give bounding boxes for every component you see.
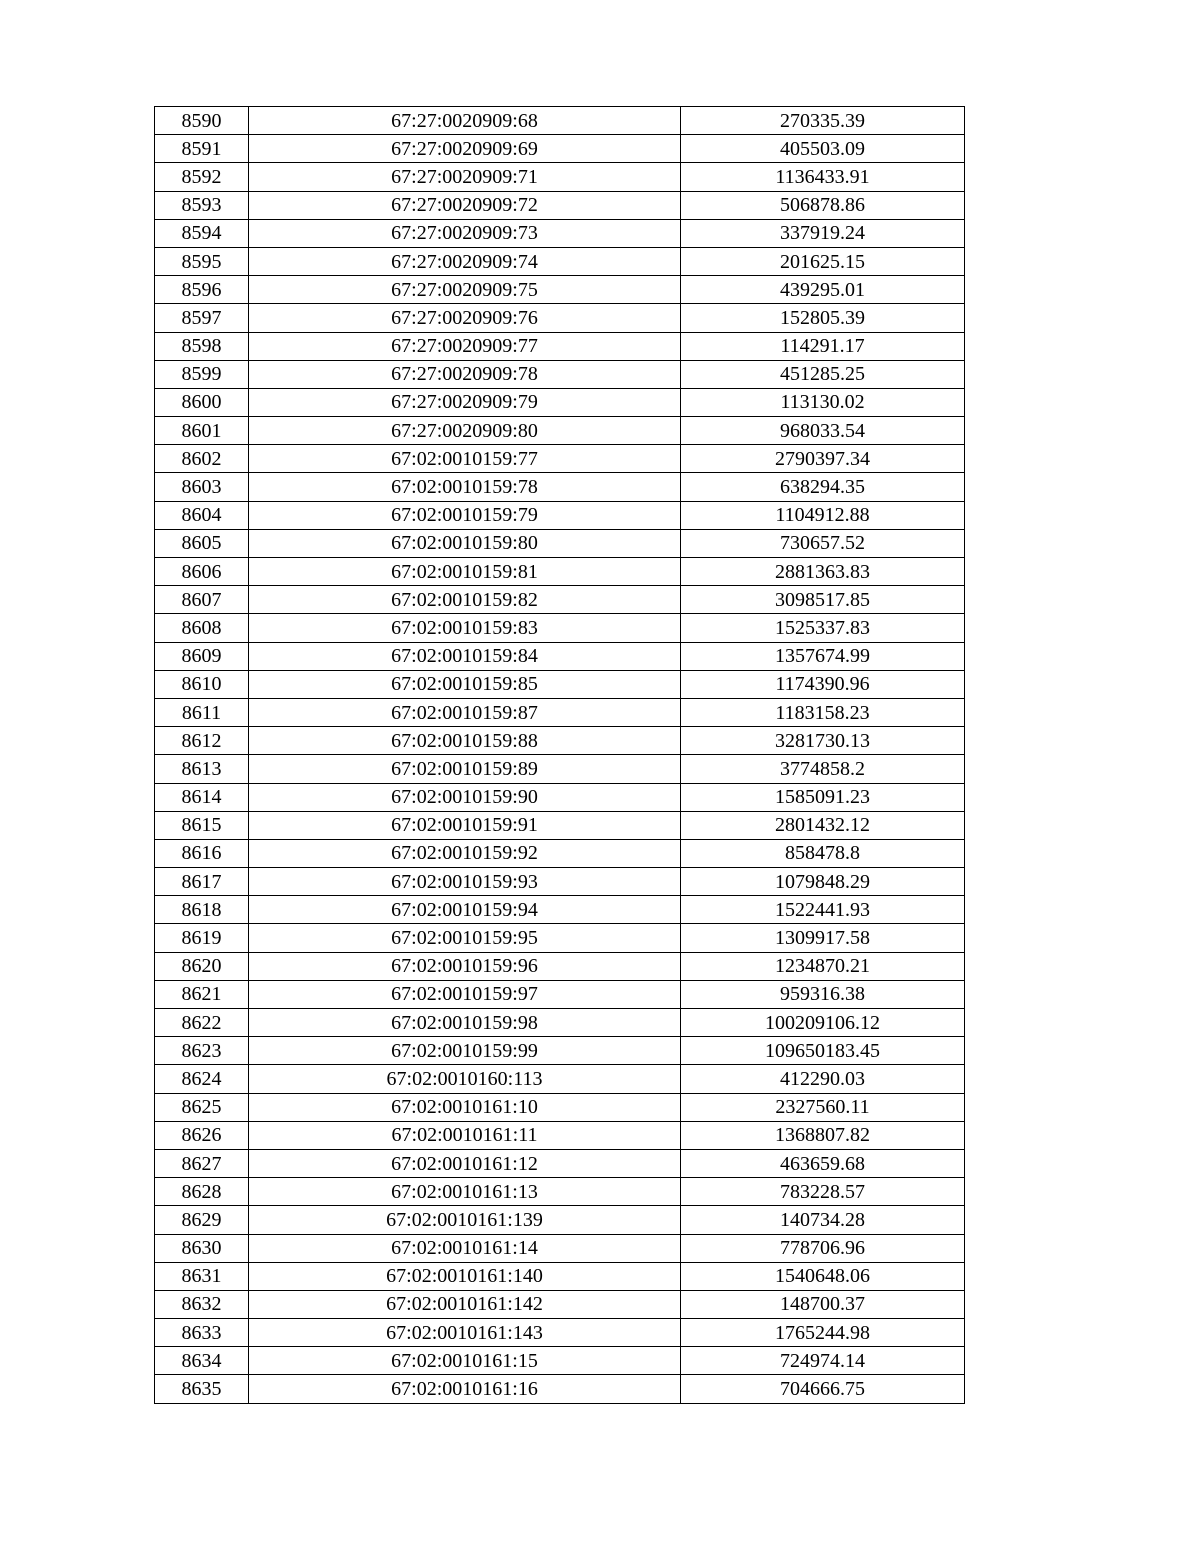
table-row — [155, 219, 965, 247]
value-cell: 152805.39 — [681, 304, 965, 332]
row-number-cell: 8620 — [155, 952, 249, 980]
table-row — [155, 698, 965, 726]
row-number-cell: 8604 — [155, 501, 249, 529]
row-number-cell: 8624 — [155, 1065, 249, 1093]
value-cell: 3281730.13 — [681, 727, 965, 755]
row-number-cell: 8630 — [155, 1234, 249, 1262]
table-row — [155, 642, 965, 670]
row-number-cell: 8599 — [155, 360, 249, 388]
table-row — [155, 811, 965, 839]
value-cell: 2881363.83 — [681, 558, 965, 586]
cadastral-number-cell: 67:27:0020909:78 — [249, 360, 681, 388]
table-row — [155, 417, 965, 445]
row-number-cell: 8609 — [155, 642, 249, 670]
table-row — [155, 445, 965, 473]
value-cell: 114291.17 — [681, 332, 965, 360]
table-row — [155, 1037, 965, 1065]
value-cell: 113130.02 — [681, 388, 965, 416]
table-row — [155, 388, 965, 416]
row-number-cell: 8610 — [155, 670, 249, 698]
row-number-cell: 8597 — [155, 304, 249, 332]
row-number-cell: 8593 — [155, 191, 249, 219]
value-cell: 704666.75 — [681, 1375, 965, 1403]
value-cell: 148700.37 — [681, 1290, 965, 1318]
row-number-cell: 8627 — [155, 1149, 249, 1177]
table-row — [155, 614, 965, 642]
row-number-cell: 8619 — [155, 924, 249, 952]
cadastral-number-cell: 67:02:0010159:93 — [249, 868, 681, 896]
table-row — [155, 1347, 965, 1375]
cadastral-number-cell: 67:02:0010161:11 — [249, 1121, 681, 1149]
value-cell: 1104912.88 — [681, 501, 965, 529]
row-number-cell: 8592 — [155, 163, 249, 191]
table-row — [155, 1009, 965, 1037]
value-cell: 1136433.91 — [681, 163, 965, 191]
value-cell: 2327560.11 — [681, 1093, 965, 1121]
cadastral-number-cell: 67:02:0010159:83 — [249, 614, 681, 642]
table-row — [155, 670, 965, 698]
table-row — [155, 896, 965, 924]
cadastral-number-cell: 67:02:0010159:87 — [249, 698, 681, 726]
value-cell: 140734.28 — [681, 1206, 965, 1234]
table-row — [155, 1290, 965, 1318]
value-cell: 858478.8 — [681, 839, 965, 867]
cadastral-number-cell: 67:02:0010159:88 — [249, 727, 681, 755]
row-number-cell: 8600 — [155, 388, 249, 416]
value-cell: 968033.54 — [681, 417, 965, 445]
row-number-cell: 8608 — [155, 614, 249, 642]
value-cell: 451285.25 — [681, 360, 965, 388]
table-row — [155, 247, 965, 275]
value-cell: 1525337.83 — [681, 614, 965, 642]
value-cell: 3098517.85 — [681, 586, 965, 614]
row-number-cell: 8617 — [155, 868, 249, 896]
table-row — [155, 1093, 965, 1121]
value-cell: 337919.24 — [681, 219, 965, 247]
value-cell: 1368807.82 — [681, 1121, 965, 1149]
cadastral-number-cell: 67:27:0020909:79 — [249, 388, 681, 416]
cadastral-number-cell: 67:27:0020909:73 — [249, 219, 681, 247]
cadastral-number-cell: 67:27:0020909:76 — [249, 304, 681, 332]
table-row — [155, 501, 965, 529]
cadastral-number-cell: 67:02:0010159:77 — [249, 445, 681, 473]
value-cell: 638294.35 — [681, 473, 965, 501]
table-row — [155, 924, 965, 952]
row-number-cell: 8625 — [155, 1093, 249, 1121]
cadastral-number-cell: 67:27:0020909:77 — [249, 332, 681, 360]
row-number-cell: 8594 — [155, 219, 249, 247]
value-cell: 1765244.98 — [681, 1319, 965, 1347]
value-cell: 1585091.23 — [681, 783, 965, 811]
table-row — [155, 952, 965, 980]
value-cell: 1309917.58 — [681, 924, 965, 952]
cadastral-number-cell: 67:27:0020909:68 — [249, 107, 681, 135]
cadastral-number-cell: 67:02:0010159:98 — [249, 1009, 681, 1037]
table-row — [155, 1178, 965, 1206]
value-cell: 959316.38 — [681, 980, 965, 1008]
row-number-cell: 8605 — [155, 529, 249, 557]
table-row — [155, 586, 965, 614]
row-number-cell: 8595 — [155, 247, 249, 275]
cadastral-number-cell: 67:02:0010159:84 — [249, 642, 681, 670]
row-number-cell: 8612 — [155, 727, 249, 755]
cadastral-number-cell: 67:02:0010161:14 — [249, 1234, 681, 1262]
row-number-cell: 8628 — [155, 1178, 249, 1206]
row-number-cell: 8591 — [155, 135, 249, 163]
cadastral-value-table — [154, 106, 965, 1404]
table-row — [155, 163, 965, 191]
cadastral-number-cell: 67:02:0010161:140 — [249, 1262, 681, 1290]
table-row — [155, 276, 965, 304]
table-row — [155, 135, 965, 163]
table-row — [155, 1262, 965, 1290]
row-number-cell: 8618 — [155, 896, 249, 924]
row-number-cell: 8635 — [155, 1375, 249, 1403]
row-number-cell: 8606 — [155, 558, 249, 586]
table-row — [155, 1065, 965, 1093]
value-cell: 1183158.23 — [681, 698, 965, 726]
table-row — [155, 558, 965, 586]
cadastral-number-cell: 67:02:0010160:113 — [249, 1065, 681, 1093]
value-cell: 463659.68 — [681, 1149, 965, 1177]
table-row — [155, 1149, 965, 1177]
row-number-cell: 8596 — [155, 276, 249, 304]
cadastral-number-cell: 67:02:0010159:79 — [249, 501, 681, 529]
row-number-cell: 8631 — [155, 1262, 249, 1290]
cadastral-number-cell: 67:02:0010159:89 — [249, 755, 681, 783]
value-cell: 730657.52 — [681, 529, 965, 557]
cadastral-number-cell: 67:02:0010159:96 — [249, 952, 681, 980]
table-row — [155, 839, 965, 867]
table-row — [155, 1375, 965, 1403]
cadastral-number-cell: 67:02:0010159:80 — [249, 529, 681, 557]
cadastral-number-cell: 67:27:0020909:80 — [249, 417, 681, 445]
value-cell: 405503.09 — [681, 135, 965, 163]
table-row — [155, 332, 965, 360]
row-number-cell: 8613 — [155, 755, 249, 783]
cadastral-number-cell: 67:02:0010161:142 — [249, 1290, 681, 1318]
cadastral-number-cell: 67:02:0010161:139 — [249, 1206, 681, 1234]
cadastral-number-cell: 67:02:0010161:10 — [249, 1093, 681, 1121]
cadastral-number-cell: 67:02:0010161:143 — [249, 1319, 681, 1347]
cadastral-number-cell: 67:02:0010159:92 — [249, 839, 681, 867]
row-number-cell: 8622 — [155, 1009, 249, 1037]
cadastral-number-cell: 67:02:0010159:78 — [249, 473, 681, 501]
row-number-cell: 8634 — [155, 1347, 249, 1375]
table-row — [155, 529, 965, 557]
cadastral-number-cell: 67:02:0010159:85 — [249, 670, 681, 698]
table-row — [155, 1121, 965, 1149]
value-cell: 2790397.34 — [681, 445, 965, 473]
table-row — [155, 783, 965, 811]
row-number-cell: 8633 — [155, 1319, 249, 1347]
value-cell: 3774858.2 — [681, 755, 965, 783]
row-number-cell: 8602 — [155, 445, 249, 473]
value-cell: 1540648.06 — [681, 1262, 965, 1290]
cadastral-number-cell: 67:02:0010159:95 — [249, 924, 681, 952]
cadastral-number-cell: 67:27:0020909:74 — [249, 247, 681, 275]
value-cell: 724974.14 — [681, 1347, 965, 1375]
cadastral-number-cell: 67:02:0010159:82 — [249, 586, 681, 614]
row-number-cell: 8601 — [155, 417, 249, 445]
table-row — [155, 1234, 965, 1262]
table-row — [155, 107, 965, 135]
row-number-cell: 8614 — [155, 783, 249, 811]
row-number-cell: 8615 — [155, 811, 249, 839]
cadastral-number-cell: 67:27:0020909:71 — [249, 163, 681, 191]
row-number-cell: 8626 — [155, 1121, 249, 1149]
table-body — [155, 107, 965, 1404]
row-number-cell: 8603 — [155, 473, 249, 501]
value-cell: 270335.39 — [681, 107, 965, 135]
cadastral-number-cell: 67:02:0010159:91 — [249, 811, 681, 839]
table-row — [155, 1319, 965, 1347]
cadastral-number-cell: 67:02:0010159:90 — [249, 783, 681, 811]
cadastral-number-cell: 67:02:0010161:13 — [249, 1178, 681, 1206]
row-number-cell: 8598 — [155, 332, 249, 360]
table-row — [155, 304, 965, 332]
value-cell: 506878.86 — [681, 191, 965, 219]
cadastral-number-cell: 67:02:0010159:97 — [249, 980, 681, 1008]
value-cell: 778706.96 — [681, 1234, 965, 1262]
cadastral-number-cell: 67:02:0010159:81 — [249, 558, 681, 586]
value-cell: 100209106.12 — [681, 1009, 965, 1037]
row-number-cell: 8616 — [155, 839, 249, 867]
cadastral-number-cell: 67:02:0010161:15 — [249, 1347, 681, 1375]
table-row — [155, 727, 965, 755]
table-row — [155, 1206, 965, 1234]
row-number-cell: 8632 — [155, 1290, 249, 1318]
cadastral-number-cell: 67:02:0010159:99 — [249, 1037, 681, 1065]
table-row — [155, 755, 965, 783]
cadastral-number-cell: 67:02:0010161:16 — [249, 1375, 681, 1403]
cadastral-number-cell: 67:27:0020909:75 — [249, 276, 681, 304]
table-row — [155, 980, 965, 1008]
value-cell: 1234870.21 — [681, 952, 965, 980]
row-number-cell: 8590 — [155, 107, 249, 135]
value-cell: 1079848.29 — [681, 868, 965, 896]
value-cell: 1522441.93 — [681, 896, 965, 924]
row-number-cell: 8607 — [155, 586, 249, 614]
cadastral-number-cell: 67:02:0010161:12 — [249, 1149, 681, 1177]
row-number-cell: 8621 — [155, 980, 249, 1008]
value-cell: 412290.03 — [681, 1065, 965, 1093]
cadastral-number-cell: 67:27:0020909:72 — [249, 191, 681, 219]
value-cell: 2801432.12 — [681, 811, 965, 839]
value-cell: 201625.15 — [681, 247, 965, 275]
row-number-cell: 8623 — [155, 1037, 249, 1065]
cadastral-number-cell: 67:27:0020909:69 — [249, 135, 681, 163]
value-cell: 783228.57 — [681, 1178, 965, 1206]
table-row — [155, 360, 965, 388]
value-cell: 109650183.45 — [681, 1037, 965, 1065]
row-number-cell: 8629 — [155, 1206, 249, 1234]
table-row — [155, 868, 965, 896]
table-row — [155, 473, 965, 501]
value-cell: 439295.01 — [681, 276, 965, 304]
value-cell: 1357674.99 — [681, 642, 965, 670]
cadastral-number-cell: 67:02:0010159:94 — [249, 896, 681, 924]
row-number-cell: 8611 — [155, 698, 249, 726]
table-row — [155, 191, 965, 219]
value-cell: 1174390.96 — [681, 670, 965, 698]
